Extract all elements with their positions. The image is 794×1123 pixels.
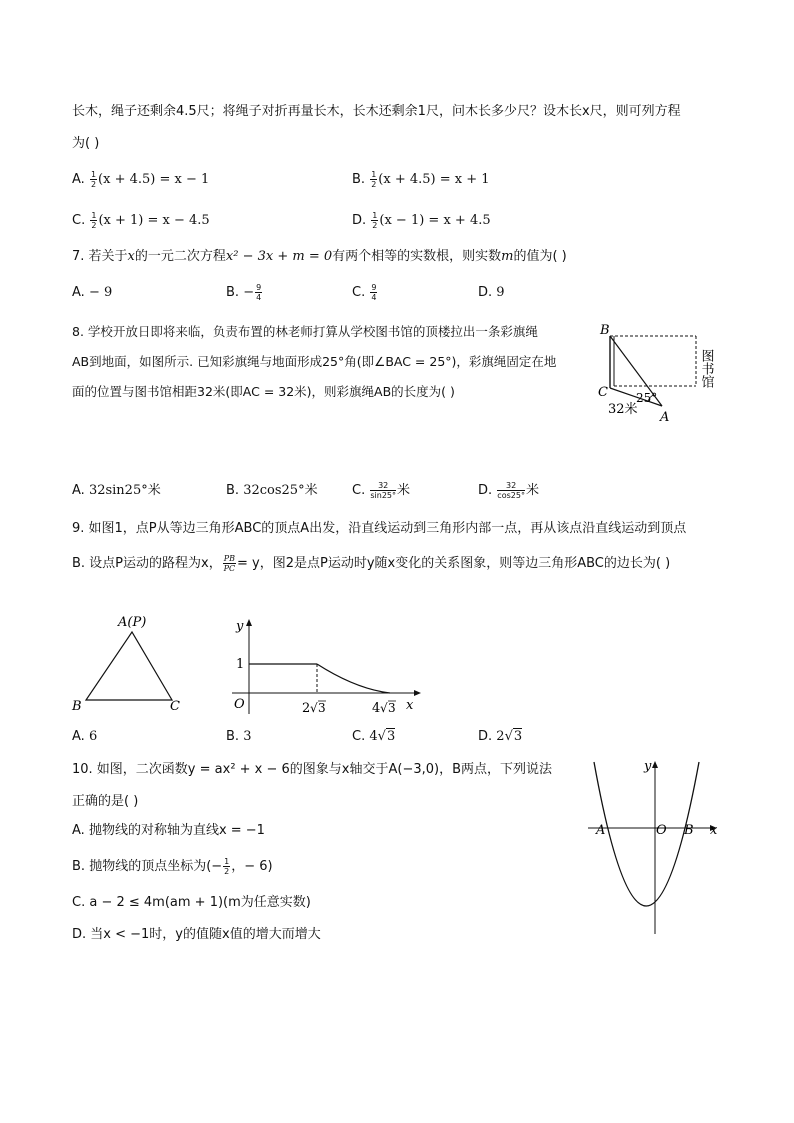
q6-stem-line2: 为( ) bbox=[72, 136, 100, 151]
label-a: A bbox=[660, 410, 670, 425]
fraction: $\frac{1}{2}$ bbox=[90, 170, 97, 189]
q10-stem-line1: 10. 如图，二次函数y = ax² + x − 6的图象与x轴交于A(−3,0)，B两点，下列说法 bbox=[72, 762, 553, 777]
q6-option-d[interactable]: D. $\frac{1}{2}$ (x − 1) = x + 4.5 bbox=[352, 211, 491, 230]
q10-stem-line2: 正确的是( ) bbox=[72, 794, 139, 809]
q8-option-c[interactable]: C. $\frac{32}{\sin 25^\circ}$ 米 bbox=[352, 481, 411, 500]
fraction: $\frac{1}{2}$ bbox=[372, 211, 378, 230]
q6-option-b[interactable]: B. $\frac{1}{2}$ (x + 4.5) = x + 1 bbox=[352, 170, 490, 189]
q8-option-a[interactable]: A. 32sin25°米 bbox=[72, 483, 161, 498]
q7-stem: 7. 若关于x的一元二次方程x² − 3x + m = 0有两个相等的实数根，则实数m的值为( ) bbox=[72, 249, 567, 264]
label-distance: 32米 bbox=[608, 402, 638, 417]
q7-option-b[interactable]: B. − $\frac{9}{4}$ bbox=[226, 283, 262, 302]
label-c: C bbox=[170, 699, 180, 714]
q9-option-a[interactable]: A. 6 bbox=[72, 729, 98, 744]
q7-option-c[interactable]: C. $\frac{9}{4}$ bbox=[352, 283, 377, 302]
label-one: 1 bbox=[236, 657, 245, 672]
label-y: y bbox=[236, 619, 244, 634]
q8-stem-line3: 面的位置与图书馆相距32米(即AC = 32米)，则彩旗绳AB的长度为( ) bbox=[72, 384, 455, 399]
q10-option-a[interactable]: A. 抛物线的对称轴为直线x = −1 bbox=[72, 823, 265, 838]
y-axis-arrow bbox=[652, 761, 658, 768]
label-b: B bbox=[600, 323, 610, 338]
triangle-abc bbox=[86, 632, 172, 700]
q9-stem-line2: B. 设点P运动的路程为x， $\frac{PB}{PC}$ = y，图2是点P运动时y随x变化的关系图象，则等边三角形ABC的边长为( ) bbox=[72, 554, 671, 573]
tick-root-1: 3 bbox=[318, 701, 326, 715]
q8-stem-line2: AB到地面，如图所示. 已知彩旗绳与地面形成25°角(即∠BAC = 25°)，彩旗绳固定在地 bbox=[72, 354, 557, 369]
tick-root-2: 3 bbox=[388, 701, 396, 715]
q9-option-c[interactable]: C. 4√3 bbox=[352, 729, 396, 744]
fraction: $\frac{1}{2}$ bbox=[224, 857, 230, 876]
q6-option-a[interactable]: A. $\frac{1}{2}$ (x + 4.5) = x − 1 bbox=[72, 170, 210, 189]
label-origin: O bbox=[656, 823, 667, 838]
q8-stem-line1: 8. 学校开放日即将来临，负责布置的林老师打算从学校图书馆的顶楼拉出一条彩旗绳 bbox=[72, 324, 538, 339]
label-b: B bbox=[72, 699, 82, 714]
label-origin: O bbox=[234, 697, 245, 712]
tick-coef-1: 2 bbox=[302, 701, 311, 716]
x-axis-arrow bbox=[414, 690, 421, 696]
tick-root-sign-1: √ bbox=[310, 701, 318, 715]
label-x: x bbox=[406, 698, 414, 713]
q10-parabola-figure bbox=[584, 752, 734, 942]
label-a-p: A(P) bbox=[118, 615, 147, 630]
fraction: $\frac{32}{\cos 25^\circ}$ bbox=[497, 481, 525, 500]
fraction: $\frac{1}{2}$ bbox=[91, 211, 97, 230]
label-a: A bbox=[596, 823, 606, 838]
label-angle: 25° bbox=[636, 391, 658, 405]
q9-figure2-graph bbox=[226, 612, 426, 720]
q9-option-d[interactable]: D. 2√3 bbox=[478, 729, 523, 744]
q8-figure bbox=[592, 320, 732, 428]
tick-root-sign-2: √ bbox=[380, 701, 388, 715]
y-axis-arrow bbox=[246, 619, 252, 626]
q10-option-b[interactable]: B. 抛物线的顶点坐标为(− $\frac{1}{2}$ ，− 6) bbox=[72, 857, 273, 876]
q6-option-c[interactable]: C. $\frac{1}{2}$ (x + 1) = x − 4.5 bbox=[72, 211, 210, 230]
fraction: $\frac{9}{4}$ bbox=[256, 283, 262, 302]
label-x: x bbox=[710, 823, 718, 838]
q9-stem-line1: 9. 如图1，点P从等边三角形ABC的顶点A出发，沿直线运动到三角形内部一点，再从该点沿直线运动到顶点 bbox=[72, 521, 687, 536]
q9-figure1-triangle bbox=[66, 610, 196, 718]
fraction: $\frac{PB}{PC}$ bbox=[223, 554, 236, 573]
q7-option-a[interactable]: A. − 9 bbox=[72, 285, 113, 300]
tick-coef-2: 4 bbox=[372, 701, 381, 716]
label-c: C bbox=[598, 385, 608, 400]
label-y: y bbox=[644, 759, 652, 774]
q7-option-d[interactable]: D. 9 bbox=[478, 285, 505, 300]
fraction: $\frac{1}{2}$ bbox=[371, 170, 377, 189]
q9-option-b[interactable]: B. 3 bbox=[226, 729, 252, 744]
q8-option-b[interactable]: B. 32cos25°米 bbox=[226, 483, 318, 498]
fraction: $\frac{32}{\sin 25^\circ}$ bbox=[370, 481, 396, 500]
q10-option-c[interactable]: C. a − 2 ≤ 4m(am + 1)(m为任意实数) bbox=[72, 895, 311, 910]
label-b: B bbox=[684, 823, 694, 838]
q6-stem-line1: 长木，绳子还剩余4.5尺；将绳子对折再量长木，长木还剩余1尺，问木长多少尺？设木长x尺，则可列方程 bbox=[72, 104, 681, 119]
q8-option-d[interactable]: D. $\frac{32}{\cos 25^\circ}$ 米 bbox=[478, 481, 539, 500]
fraction: $\frac{9}{4}$ bbox=[371, 283, 377, 302]
q10-option-d[interactable]: D. 当x < −1时，y的值随x值的增大而增大 bbox=[72, 927, 321, 942]
graph-curve bbox=[317, 664, 390, 693]
label-building: 图书馆 bbox=[698, 349, 714, 388]
